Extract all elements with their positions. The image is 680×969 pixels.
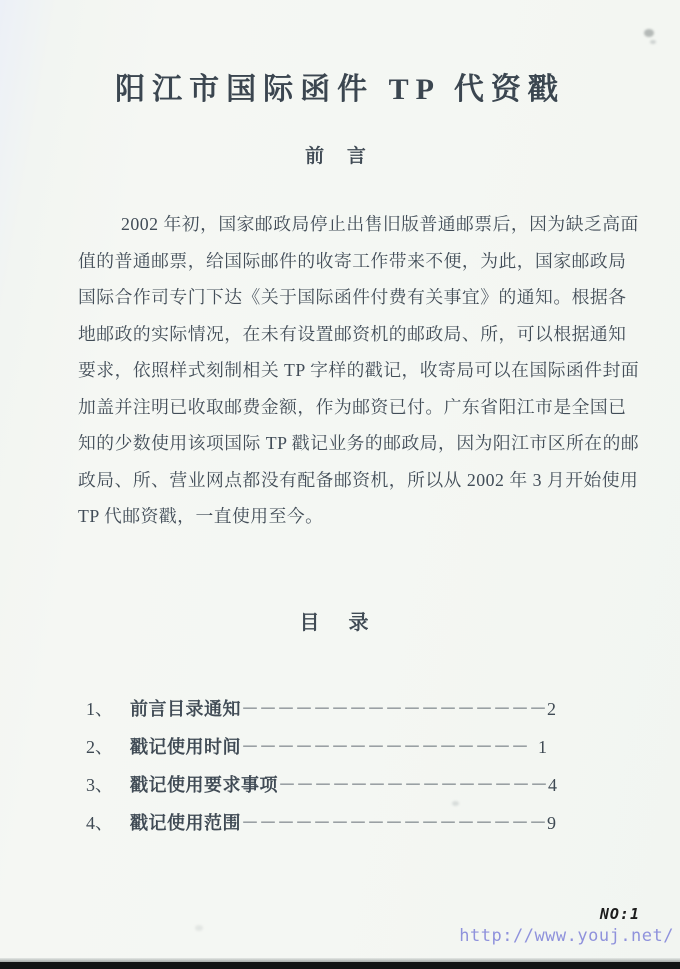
toc-item <box>86 690 596 728</box>
preface-paragraph <box>78 206 640 535</box>
document-title: 阳江市国际函件 TP 代资戳 <box>115 73 565 106</box>
toc-item-title: 戳记使用时间 <box>130 737 241 757</box>
preface-line: 政局、所、营业网点都没有配备邮资机，所以从 2002 年 3 月开始使用 <box>78 469 639 490</box>
toc-item-leader: －－－－－－－－－－－－－－－－ <box>241 737 529 757</box>
scan-speck <box>452 801 459 806</box>
toc-item-page: 9 <box>547 813 556 833</box>
toc-item-title: 戳记使用要求事项 <box>130 775 278 795</box>
preface-line: 国际合作司专门下达《关于国际函件付费有关事宜》的通知。根据各 <box>78 287 627 307</box>
watermark-url: http://www.youj.net/ <box>459 926 674 946</box>
toc-item-title: 戳记使用范围 <box>130 813 241 833</box>
preface-line: 加盖并注明已收取邮费金额，作为邮资已付。广东省阳江市是全国已 <box>78 396 627 417</box>
toc-item-page: 1 <box>529 737 547 757</box>
preface-heading: 前 言 <box>305 146 375 167</box>
scan-speck <box>644 29 654 37</box>
scan-edge-black-bar <box>0 962 680 969</box>
toc-item <box>86 804 596 842</box>
page-number-label: NO:1 <box>599 905 640 923</box>
toc-item-leader: －－－－－－－－－－－－－－－－－ <box>241 813 547 833</box>
toc-heading: 目 录 <box>299 612 381 634</box>
preface-line: 值的普通邮票，给国际邮件的收寄工作带来不便，为此，国家邮政局 <box>78 250 627 271</box>
toc-item-number: 2、 <box>86 737 113 757</box>
scan-speck <box>195 925 203 931</box>
preface-line: 知的少数使用该项国际 TP 戳记业务的邮政局，因为阳江市区所在的邮 <box>78 433 640 453</box>
toc-item-page: 2 <box>547 699 556 719</box>
toc-item-page: 4 <box>548 775 557 795</box>
preface-line: 要求，依照样式刻制相关 TP 字样的戳记，收寄局可以在国际函件封面 <box>78 360 640 380</box>
toc-item-leader: －－－－－－－－－－－－－－－ <box>278 775 548 795</box>
preface-line: 地邮政的实际情况，在未有设置邮资机的邮政局、所，可以根据通知 <box>78 323 627 344</box>
toc-item-leader: －－－－－－－－－－－－－－－－－ <box>241 699 547 719</box>
scan-speck <box>650 40 656 44</box>
toc-item-number: 3、 <box>86 775 113 795</box>
toc-item <box>86 728 596 766</box>
toc-item-number: 1、 <box>86 699 113 719</box>
preface-line: 2002 年初，国家邮政局停止出售旧版普通邮票后，因为缺乏高面 <box>121 214 639 234</box>
toc-item-title: 前言目录通知 <box>130 699 241 719</box>
toc-item <box>86 766 596 804</box>
toc-item-number: 4、 <box>86 813 113 833</box>
toc-list <box>86 690 596 842</box>
preface-line: TP 代邮资戳，一直使用至今。 <box>78 506 324 526</box>
